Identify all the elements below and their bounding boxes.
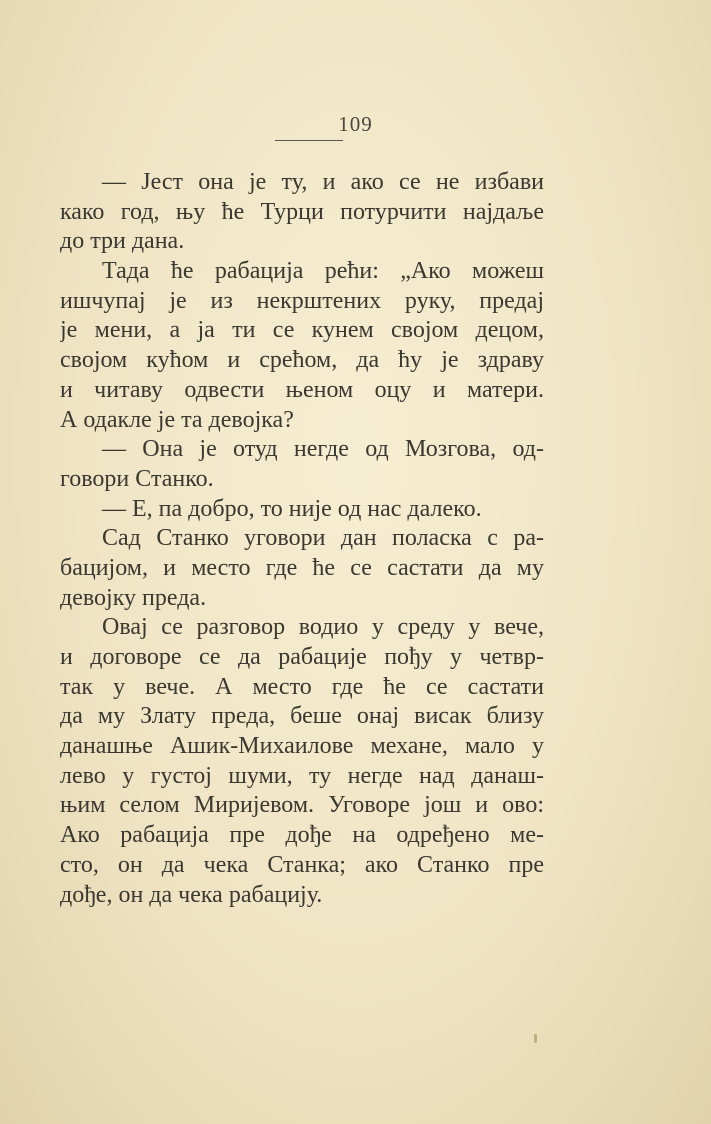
text-line: до три дана. (60, 228, 185, 255)
text-line: — Јест она је ту, и ако се не избави (102, 169, 544, 195)
paper-speck (534, 1034, 537, 1043)
text-line: својом кућом и срећом, да ћу је здраву (60, 347, 544, 374)
text-line: и читаву одвести њеном оцу и матери. (60, 376, 544, 403)
text-line: девојку преда. (60, 584, 207, 611)
text-line: ишчупај је из некрштених руку, предај (60, 287, 544, 314)
page-number: 109 (338, 112, 373, 136)
text-line: и договоре се да рабације пођу у четвр- (60, 644, 544, 670)
text-line: Овај се разговор водио у среду у вече, (102, 614, 544, 641)
text-line: — Е, па добро, то није од нас далеко. (102, 495, 482, 522)
text-line: так у вече. А место где ће се састати (60, 673, 544, 700)
text-line: — Она је отуд негде од Мозгова, од- (102, 436, 544, 463)
text-line: данашње Ашик-Михаилове механе, мало у (60, 733, 544, 760)
text-line: говори Станко. (60, 465, 214, 492)
text-line: Тада ће рабација рећи: „Ако можеш (102, 258, 544, 285)
text-line: лево у густој шуми, ту негде над данаш- (60, 762, 544, 789)
text-line: је мени, а ја ти се кунем својом децом, (60, 317, 544, 344)
body-text (60, 168, 544, 910)
text-line: А одакле је та девојка? (60, 406, 294, 433)
text-line: како год, њу ће Турци потурчити најдаље (60, 198, 544, 225)
text-line: дође, он да чека рабацију. (60, 881, 323, 908)
text-line: сто, он да чека Станка; ако Станко пре (60, 851, 544, 878)
text-line: Ако рабација пре дође на одређено ме- (60, 822, 544, 849)
page-number-rule (275, 140, 343, 141)
text-line: њим селом Миријевом. Уговоре још и ово: (60, 792, 544, 819)
text-line: Сад Станко уговори дан поласка с ра- (102, 525, 544, 552)
text-line: да му Злату преда, беше онај висак близу (60, 703, 544, 730)
text-line: бацијом, и место где ће се састати да му (60, 554, 544, 581)
